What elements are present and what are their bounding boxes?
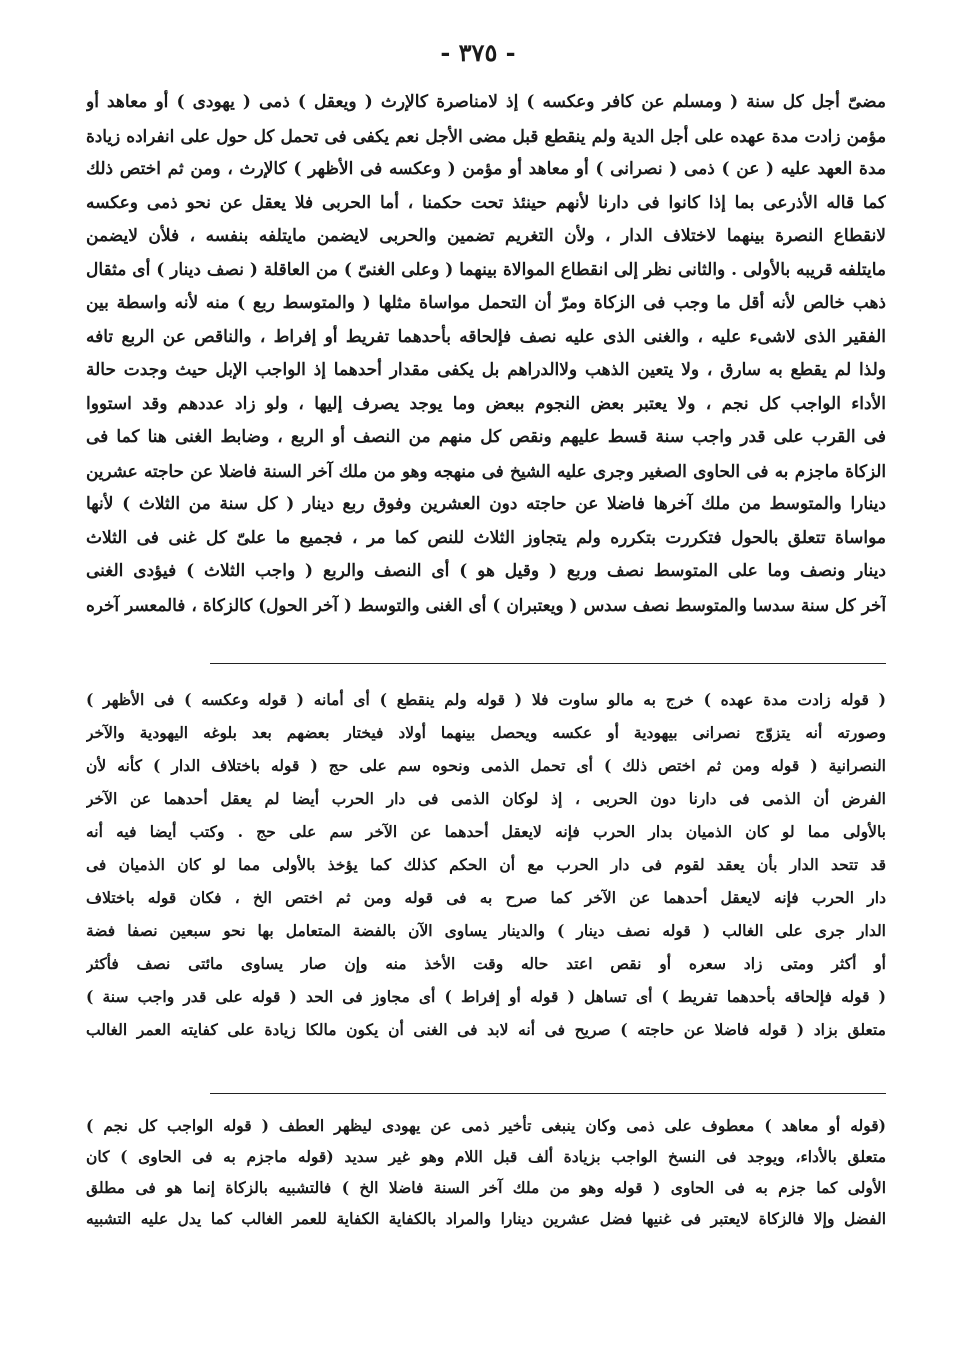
commentary-line: ( قوله زادت مدة عهده ) خرج به مالو ساوت فلا ( قوله ولم ينقطع ) أى أمانه ( قوله وعكسه ) فى الأظهر ) — [86, 690, 886, 709]
commentary-line: متعلق بزاد ( قوله فاضلا عن حاجته ) صريح فى أنه لابد فى الغنى أن يكون مالكا زيادة على كفايته العمر الغالب — [86, 1020, 886, 1039]
commentary-line: الفرض أن الذمى فى دارنا دون الحربى ، إذ لوكان الذمى فى دار الحرب أيضا لم يعقل أحدهما عن الآخر — [86, 789, 886, 808]
main-text-line: مؤمن زادت مدة عهده على أجل الدية ولم ينقطع قبل مضى الأجل نعم يكفى فى تحمل كل حول على انفراده زيادة — [86, 125, 886, 146]
commentary-line: النصرانية ( قوله ومن ثم اختص ذلك ) أى تحمل الذمى ونحوه سم على حج ( قوله باختلاف الدار ) كأنه لأن — [86, 756, 886, 775]
main-text-line: الزكاة ماجزم به فى الحاوى الصغير وجرى عليه الشيخ فى منهجه وهو من ملك آخر السنة فاضلا عن حاجته عشرين — [86, 460, 886, 481]
commentary-line: بالأولى مما لو كان الذميان بدار الحرب فإنه لايعقل أحدهما عن الآخر سم على حج . وكتب أيضا فيه أنه — [86, 822, 886, 841]
commentary-line: وصورته أنه يتزوّج نصرانى بيهودية أو عكسه ويحصل بينهما أولاد فيختار بعضهم بعد بلوغه اليهودية والآخر — [86, 723, 886, 742]
footnote-divider-2 — [210, 1093, 886, 1094]
commentary-block-2 — [86, 1110, 886, 1234]
commentary-line: قد تتحد الدار بأن يعقد لقوم فى دار الحرب مع أن الحكم كذلك كما يؤخذ بالأولى مما لو كان الذميان فى — [86, 855, 886, 874]
main-text-line: ذهب خالص لأنه أقل ما وجب فى الزكاة ومرّ أن التحمل مواساة مثلها ( والمتوسط ربع ) منه لأنه واسطة بين — [86, 293, 886, 313]
commentary-line: دار الحرب فإنه لايعقل أحدهما عن الآخر كما صرح به فى قوله ومن ثم اختص الخ ، فكان قوله باختلاف — [86, 888, 886, 907]
main-text-line: كما قاله الأذرعى بما إذا كانوا فى دارنا لأنهم حينئذ تحت حكمنا ، أما الحربى فلا يعقل عن نحو ذمى وعكسه — [86, 192, 886, 213]
main-text-line: الأداء الواجب كل نجم ، ولا يعتبر بعض النجوم ببعض وما يوجد يصرف إليها ، ولو زاد عددهم وقد استووا — [86, 393, 886, 414]
main-text-line: دينار ونصف وما على المتوسط نصف وربع ( وقيل هو ) أى النصف والربع ( واجب الثلاث ) فيؤدى الغنى — [86, 561, 886, 581]
main-text-line: فى القرب على قدر واجب سنة قسط عليهم ونقص كل منهم من النصف أو الربع ، وضابط الغنى هنا كما فى — [86, 427, 886, 447]
main-text-line: لانقطاع النصرة بينهما لاختلاف الدار ، ولأن التغريم تضمين والحربى لايضمن مايتلفه بنفسه ، فلأن لايضمن — [86, 226, 886, 246]
commentary-line: الفضل وإلا فالزكاة لايعتبر فى غنيها فضل عشرين دينارا والمراد بالكفاية الكفاية للعمر الغالب كما يدل عليه التشبيه — [86, 1209, 886, 1228]
main-text-line: ولذا لم يقطع به سارق ، ولا يتعين الذهب ولاالدراهم بل يكفى مقدار أحدهما إذ الواجب الإبل حيث وجدت حالة — [86, 360, 886, 380]
main-text-line: دينارا والمتوسط من ملك آخرها فاضلا عن حاجته دون العشرين وفوق ربع دينار ( كل سنة من الثلاث ) لأنها — [86, 494, 886, 514]
commentary-block-1 — [86, 683, 886, 1046]
commentary-line: الأولى كما جزم به فى الحاوى ( قوله وهو من ملك آخر السنة فاضلا الخ ) فالتشبيه بالزكاة إنما هو فى مطلق — [86, 1178, 886, 1197]
page-number: - ٣٧٥ - — [440, 38, 516, 67]
main-text-line: مواساة تتعلق بالحول فتكررت بتكرره ولم يتجاوز الثلاث للنص كما مر ، فجميع ما علىّ كل غنى فى الثلاث — [86, 527, 886, 548]
main-text-line: آخر كل سنة سدسا والمتوسط نصف سدس ( ويعتبران ) أى الغنى والتوسط ( آخر الحول) كالزكاة ، فالمعسر آخره — [86, 594, 886, 615]
commentary-line: (قوله أو معاهد ) معطوف على ذمى وكان ينبغى تأخير ذمى عن يهودى ليظهر العطف ( قوله الواجب كل نجم ) — [86, 1116, 886, 1135]
main-text — [86, 86, 886, 622]
commentary-line: ( قوله فإلحاقه بأحدهما تفريط ) أى تساهل ( قوله أو إفراط ) أى مجاوز فى الحد ( قوله على قدر واجب سنة ) — [86, 987, 886, 1006]
main-text-line: مضىّ أجل كل سنة ( ومسلم عن كافر وعكسه ) إذ لامناصرة كالإرث ( ويعقل ) ذمى ( يهودى ) أو معاهد أو — [86, 92, 886, 112]
commentary-line: متعلق بالأداء، ويوجد فى النسخ الواجب بزيادة ألف قبل اللام وهو غير سديد (قوله ماجزم به فى الحاوى ) كان — [86, 1147, 886, 1166]
main-text-line: مايتلفه قريبه بالأولى . والثانى نظر إلى انقطاع الموالاة بينهما ( وعلى الغنىّ ) من العاقلة ( نصف دينار ) أى مثقال — [86, 259, 886, 280]
main-text-line: مدة العهد عليه ( عن ) ذمى ( نصرانى ) أو معاهد أو مؤمن ( وعكسه فى الأظهر ) كالإرث ، ومن ثم اختص ذلك — [86, 159, 886, 179]
main-text-line: الفقير الذى لاشىء عليه ، والغنى الذى عليه نصف فإلحاقه بأحدهما تفريط أو إفراط ، والناقص عن الربع تافه — [86, 326, 886, 347]
commentary-line: الدار جرى على الغالب ( قوله نصف دينار ) والدينار يساوى الآن بالفضة المتعامل بها نحو سبعين نصفا فضة — [86, 921, 886, 940]
footnote-divider-1 — [210, 663, 886, 664]
commentary-line: أو أكثر ومتى زاد سعره أو نقص اعتد حاله وقت الأخذ منه وإن صار يساوى مائتى نصف فأكثر — [86, 954, 886, 973]
